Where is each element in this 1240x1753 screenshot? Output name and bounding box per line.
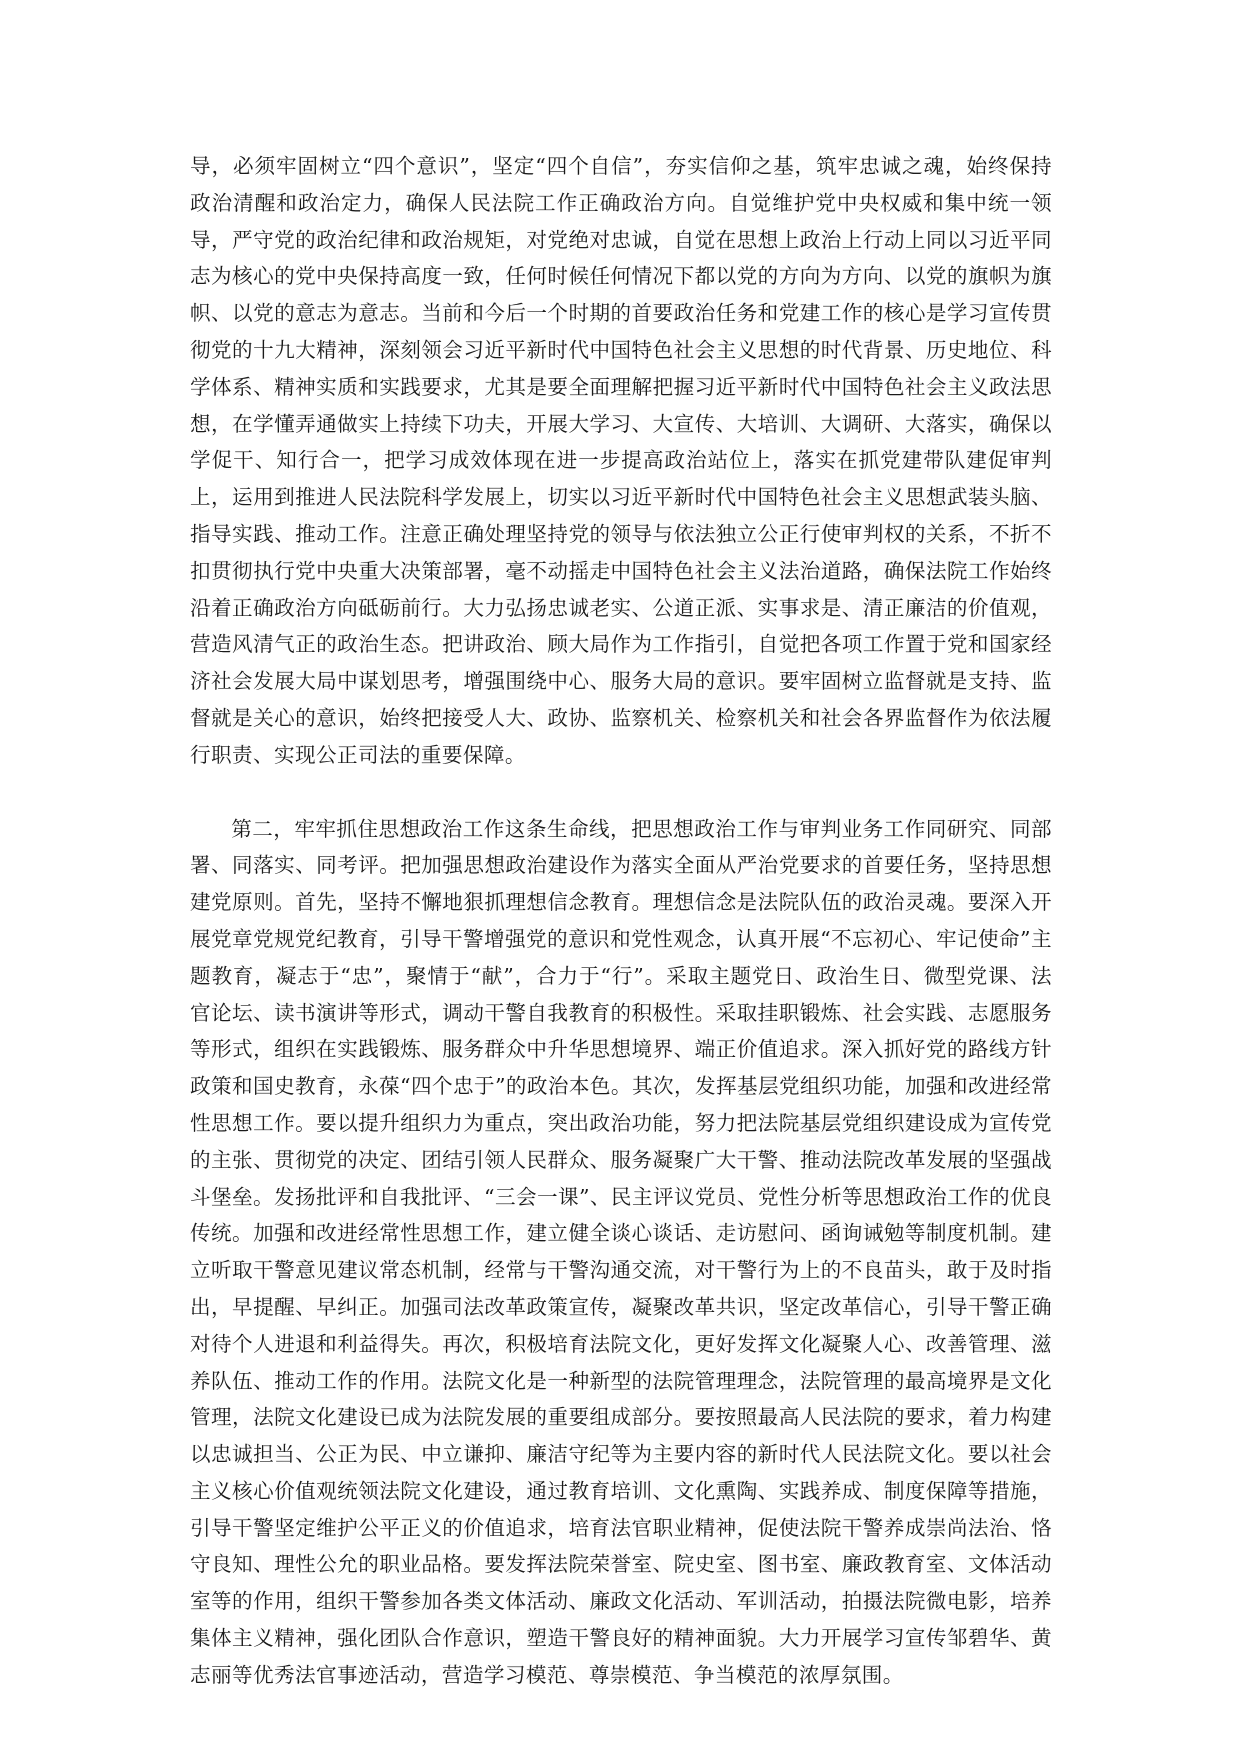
document-body [190,148,1052,1694]
paragraph-continued-political-leadership: 导，必须牢固树立“四个意识”，坚定“四个自信”，夯实信仰之基，筑牢忠诚之魂，始终保持政治清醒和政治定力，确保人民法院工作正确政治方向。自觉维护党中央权威和集中统一领导，严守党的政治纪律和政治规矩，对党绝对忠诚，自觉在思想上政治上行动上同以习近平同志为核心的党中央保持高度一致，任何时候任何情况下都以党的方向为方向、以党的旗帜为旗帜、以党的意志为意志。当前和今后一个时期的首要政治任务和党建工作的核心是学习宣传贯彻党的十九大精神，深刻领会习近平新时代中国特色社会主义思想的时代背景、历史地位、科学体系、精神实质和实践要求，尤其是要全面理解把握习近平新时代中国特色社会主义政法思想，在学懂弄通做实上持续下功夫，开展大学习、大宣传、大培训、大调研、大落实，确保以学促干、知行合一，把学习成效体现在进一步提高政治站位上，落实在抓党建带队建促审判上，运用到推进人民法院科学发展上，切实以习近平新时代中国特色社会主义思想武装头脑、指导实践、推动工作。注意正确处理坚持党的领导与依法独立公正行使审判权的关系，不折不扣贯彻执行党中央重大决策部署，毫不动摇走中国特色社会主义法治道路，确保法院工作始终沿着正确政治方向砥砺前行。大力弘扬忠诚老实、公道正派、实事求是、清正廉洁的价值观，营造风清气正的政治生态。把讲政治、顾大局作为工作指引，自觉把各项工作置于党和国家经济社会发展大局中谋划思考，增强围绕中心、服务大局的意识。要牢固树立监督就是支持、监督就是关心的意识，始终把接受人大、政协、监察机关、检察机关和社会各界监督作为依法履行职责、实现公正司法的重要保障。 [190,154,1052,767]
paragraph-ideological-political-work: 第二，牢牢抓住思想政治工作这条生命线，把思想政治工作与审判业务工作同研究、同部署、同落实、同考评。把加强思想政治建设作为落实全面从严治党要求的首要任务，坚持思想建党原则。首先，坚持不懈地狠抓理想信念教育。理想信念是法院队伍的政治灵魂。要深入开展党章党规党纪教育，引导干警增强党的意识和党性观念，认真开展“不忘初心、牢记使命”主题教育，凝志于“忠”，聚情于“献”，合力于“行”。采取主题党日、政治生日、微型党课、法官论坛、读书演讲等形式，调动干警自我教育的积极性。采取挂职锻炼、社会实践、志愿服务等形式，组织在实践锻炼、服务群众中升华思想境界、端正价值追求。深入抓好党的路线方针政策和国史教育，永葆“四个忠于”的政治本色。其次，发挥基层党组织功能，加强和改进经常性思想工作。要以提升组织力为重点，突出政治功能，努力把法院基层党组织建设成为宣传党的主张、贯彻党的决定、团结引领人民群众、服务凝聚广大干警、推动法院改革发展的坚强战斗堡垒。发扬批评和自我批评、“三会一课”、民主评议党员、党性分析等思想政治工作的优良传统。加强和改进经常性思想工作，建立健全谈心谈话、走访慰问、函询诫勉等制度机制。建立听取干警意见建议常态机制，经常与干警沟通交流，对干警行为上的不良苗头，敢于及时指出，早提醒、早纠正。加强司法改革政策宣传，凝聚改革共识，坚定改革信心，引导干警正确对待个人进退和利益得失。再次，积极培育法院文化，更好发挥文化凝聚人心、改善管理、滋养队伍、推动工作的作用。法院文化是一种新型的法院管理理念，法院管理的最高境界是文化管理，法院文化建设已成为法院发展的重要组成部分。要按照最高人民法院的要求，着力构建以忠诚担当、公正为民、中立谦抑、廉洁守纪等为主要内容的新时代人民法院文化。要以社会主义核心价值观统领法院文化建设，通过教育培训、文化熏陶、实践养成、制度保障等措施，引导干警坚定维护公平正义的价值追求，培育法官职业精神，促使法院干警养成崇尚法治、恪守良知、理性公允的职业品格。要发挥法院荣誉室、院史室、图书室、廉政教育室、文体活动室等的作用，组织干警参加各类文体活动、廉政文化活动、军训活动，拍摄法院微电影，培养集体主义精神，强化团队合作意识，塑造干警良好的精神面貌。大力开展学习宣传邹碧华、黄志丽等优秀法官事迹活动，营造学习模范、尊崇模范、争当模范的浓厚氛围。 [190,816,1052,1687]
